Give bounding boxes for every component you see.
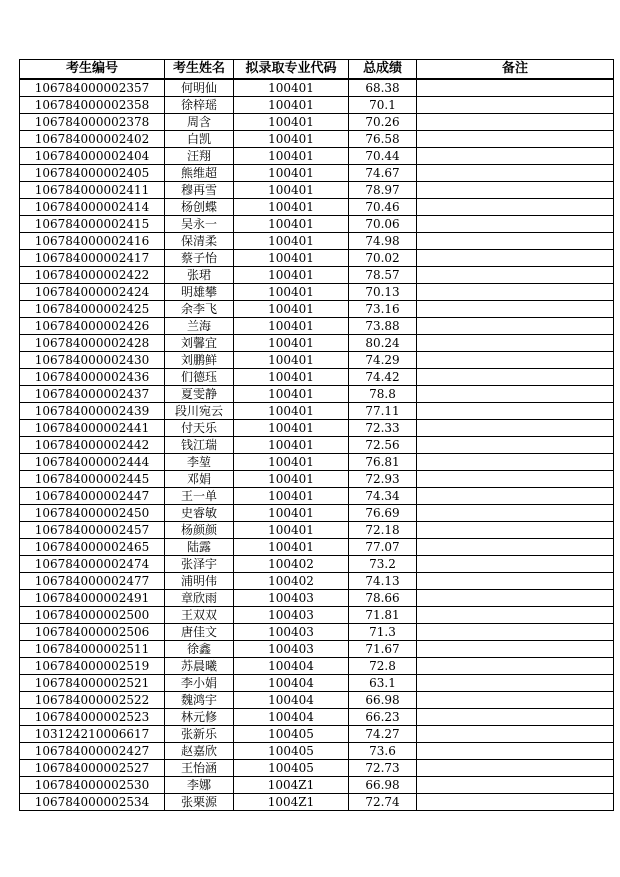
cell-candidate-name: 张珺 [165, 267, 234, 284]
cell-total-score: 73.88 [349, 318, 417, 335]
cell-total-score: 77.11 [349, 403, 417, 420]
cell-total-score: 78.66 [349, 590, 417, 607]
cell-candidate-id: 106784000002415 [20, 216, 165, 233]
cell-major-code: 100401 [234, 488, 349, 505]
cell-candidate-id: 106784000002426 [20, 318, 165, 335]
cell-remarks [417, 233, 614, 250]
cell-major-code: 100401 [234, 148, 349, 165]
cell-total-score: 74.98 [349, 233, 417, 250]
cell-remarks [417, 607, 614, 624]
cell-total-score: 74.67 [349, 165, 417, 182]
cell-candidate-name: 余李飞 [165, 301, 234, 318]
cell-candidate-id: 106784000002474 [20, 556, 165, 573]
cell-candidate-name: 王一单 [165, 488, 234, 505]
cell-remarks [417, 386, 614, 403]
cell-remarks [417, 114, 614, 131]
cell-major-code: 100402 [234, 573, 349, 590]
table-body [20, 79, 614, 811]
table-row [20, 369, 614, 386]
cell-candidate-id: 106784000002500 [20, 607, 165, 624]
table-row [20, 539, 614, 556]
cell-remarks [417, 301, 614, 318]
table-row [20, 233, 614, 250]
table-row [20, 624, 614, 641]
cell-remarks [417, 777, 614, 794]
cell-total-score: 74.27 [349, 726, 417, 743]
cell-candidate-id: 106784000002358 [20, 97, 165, 114]
cell-major-code: 100401 [234, 301, 349, 318]
table-row [20, 79, 614, 97]
header-candidate-name: 考生姓名 [165, 60, 234, 80]
cell-major-code: 100401 [234, 182, 349, 199]
table-row [20, 488, 614, 505]
cell-total-score: 68.38 [349, 79, 417, 97]
cell-major-code: 100401 [234, 505, 349, 522]
table-row [20, 437, 614, 454]
table-row [20, 403, 614, 420]
cell-candidate-name: 刘馨宜 [165, 335, 234, 352]
cell-candidate-id: 106784000002445 [20, 471, 165, 488]
cell-total-score: 70.1 [349, 97, 417, 114]
cell-candidate-name: 史睿敏 [165, 505, 234, 522]
cell-remarks [417, 522, 614, 539]
cell-remarks [417, 658, 614, 675]
cell-candidate-id: 106784000002357 [20, 79, 165, 97]
cell-candidate-id: 106784000002477 [20, 573, 165, 590]
cell-total-score: 76.58 [349, 131, 417, 148]
cell-major-code: 100401 [234, 114, 349, 131]
cell-remarks [417, 454, 614, 471]
cell-total-score: 77.07 [349, 539, 417, 556]
cell-remarks [417, 335, 614, 352]
cell-total-score: 71.67 [349, 641, 417, 658]
cell-candidate-id: 106784000002519 [20, 658, 165, 675]
cell-remarks [417, 369, 614, 386]
cell-major-code: 100401 [234, 79, 349, 97]
cell-total-score: 78.57 [349, 267, 417, 284]
cell-remarks [417, 539, 614, 556]
cell-major-code: 100403 [234, 607, 349, 624]
cell-candidate-name: 邓娟 [165, 471, 234, 488]
cell-candidate-id: 106784000002441 [20, 420, 165, 437]
cell-remarks [417, 794, 614, 811]
cell-candidate-id: 106784000002442 [20, 437, 165, 454]
cell-total-score: 72.56 [349, 437, 417, 454]
cell-candidate-id: 106784000002437 [20, 386, 165, 403]
cell-major-code: 100404 [234, 658, 349, 675]
cell-remarks [417, 267, 614, 284]
cell-total-score: 66.23 [349, 709, 417, 726]
table-row [20, 471, 614, 488]
table-row [20, 267, 614, 284]
table-row [20, 607, 614, 624]
admission-table [19, 59, 614, 811]
cell-candidate-id: 106784000002523 [20, 709, 165, 726]
cell-remarks [417, 284, 614, 301]
cell-candidate-id: 106784000002402 [20, 131, 165, 148]
cell-major-code: 100405 [234, 726, 349, 743]
cell-candidate-id: 106784000002511 [20, 641, 165, 658]
table-row [20, 386, 614, 403]
cell-candidate-name: 王怡涵 [165, 760, 234, 777]
cell-remarks [417, 760, 614, 777]
cell-total-score: 72.18 [349, 522, 417, 539]
cell-candidate-id: 106784000002416 [20, 233, 165, 250]
cell-major-code: 100401 [234, 97, 349, 114]
table-row [20, 743, 614, 760]
cell-major-code: 100401 [234, 437, 349, 454]
cell-candidate-name: 李小娟 [165, 675, 234, 692]
cell-candidate-id: 106784000002530 [20, 777, 165, 794]
cell-candidate-id: 106784000002506 [20, 624, 165, 641]
cell-candidate-name: 张栗源 [165, 794, 234, 811]
cell-candidate-id: 106784000002522 [20, 692, 165, 709]
cell-remarks [417, 505, 614, 522]
cell-candidate-id: 106784000002444 [20, 454, 165, 471]
cell-candidate-name: 明雄攀 [165, 284, 234, 301]
cell-major-code: 1004Z1 [234, 777, 349, 794]
cell-total-score: 70.02 [349, 250, 417, 267]
cell-candidate-name: 刘鹏鲜 [165, 352, 234, 369]
cell-total-score: 72.74 [349, 794, 417, 811]
table-row [20, 131, 614, 148]
cell-candidate-name: 吴永一 [165, 216, 234, 233]
cell-remarks [417, 182, 614, 199]
cell-total-score: 72.8 [349, 658, 417, 675]
cell-major-code: 100401 [234, 352, 349, 369]
cell-candidate-name: 付天乐 [165, 420, 234, 437]
cell-total-score: 71.81 [349, 607, 417, 624]
cell-total-score: 78.8 [349, 386, 417, 403]
cell-total-score: 70.44 [349, 148, 417, 165]
header-candidate-id: 考生编号 [20, 60, 165, 80]
table-row [20, 777, 614, 794]
table-row [20, 301, 614, 318]
cell-major-code: 100403 [234, 641, 349, 658]
cell-total-score: 78.97 [349, 182, 417, 199]
table-row [20, 522, 614, 539]
cell-remarks [417, 199, 614, 216]
cell-candidate-id: 106784000002527 [20, 760, 165, 777]
cell-candidate-id: 103124210006617 [20, 726, 165, 743]
cell-candidate-name: 王双双 [165, 607, 234, 624]
cell-candidate-name: 兰海 [165, 318, 234, 335]
cell-major-code: 100401 [234, 403, 349, 420]
table-row [20, 573, 614, 590]
cell-remarks [417, 573, 614, 590]
cell-candidate-name: 钱江瑞 [165, 437, 234, 454]
cell-total-score: 74.29 [349, 352, 417, 369]
cell-candidate-name: 夏雯静 [165, 386, 234, 403]
cell-remarks [417, 471, 614, 488]
cell-major-code: 100403 [234, 624, 349, 641]
cell-total-score: 73.16 [349, 301, 417, 318]
cell-total-score: 70.26 [349, 114, 417, 131]
table-row [20, 726, 614, 743]
cell-remarks [417, 403, 614, 420]
cell-major-code: 100401 [234, 165, 349, 182]
cell-candidate-id: 106784000002436 [20, 369, 165, 386]
cell-candidate-id: 106784000002404 [20, 148, 165, 165]
cell-remarks [417, 437, 614, 454]
cell-total-score: 63.1 [349, 675, 417, 692]
cell-candidate-id: 106784000002457 [20, 522, 165, 539]
cell-candidate-name: 张新乐 [165, 726, 234, 743]
cell-major-code: 100401 [234, 335, 349, 352]
cell-candidate-id: 106784000002405 [20, 165, 165, 182]
cell-total-score: 80.24 [349, 335, 417, 352]
cell-total-score: 73.2 [349, 556, 417, 573]
cell-major-code: 100401 [234, 318, 349, 335]
cell-candidate-name: 周含 [165, 114, 234, 131]
table-row [20, 692, 614, 709]
cell-remarks [417, 641, 614, 658]
cell-candidate-name: 保清柔 [165, 233, 234, 250]
header-major-code: 拟录取专业代码 [234, 60, 349, 80]
cell-remarks [417, 726, 614, 743]
cell-candidate-name: 白凯 [165, 131, 234, 148]
cell-total-score: 66.98 [349, 692, 417, 709]
cell-remarks [417, 420, 614, 437]
cell-remarks [417, 692, 614, 709]
cell-major-code: 100404 [234, 692, 349, 709]
table-row [20, 182, 614, 199]
cell-major-code: 1004Z1 [234, 794, 349, 811]
cell-candidate-name: 段川宛云 [165, 403, 234, 420]
cell-major-code: 100401 [234, 267, 349, 284]
cell-candidate-name: 穆再雪 [165, 182, 234, 199]
table-row [20, 165, 614, 182]
cell-total-score: 76.81 [349, 454, 417, 471]
cell-candidate-id: 106784000002465 [20, 539, 165, 556]
cell-major-code: 100405 [234, 743, 349, 760]
cell-candidate-name: 张泽宇 [165, 556, 234, 573]
cell-candidate-id: 106784000002411 [20, 182, 165, 199]
cell-candidate-name: 浦明伟 [165, 573, 234, 590]
table-row [20, 709, 614, 726]
cell-candidate-id: 106784000002430 [20, 352, 165, 369]
cell-total-score: 71.3 [349, 624, 417, 641]
cell-major-code: 100401 [234, 386, 349, 403]
table-row [20, 641, 614, 658]
cell-major-code: 100401 [234, 250, 349, 267]
table-row [20, 590, 614, 607]
cell-candidate-id: 106784000002427 [20, 743, 165, 760]
cell-total-score: 73.6 [349, 743, 417, 760]
cell-remarks [417, 318, 614, 335]
table-row [20, 114, 614, 131]
cell-remarks [417, 675, 614, 692]
table-row [20, 556, 614, 573]
cell-major-code: 100401 [234, 216, 349, 233]
cell-major-code: 100404 [234, 709, 349, 726]
cell-major-code: 100402 [234, 556, 349, 573]
cell-major-code: 100401 [234, 284, 349, 301]
cell-total-score: 72.93 [349, 471, 417, 488]
cell-major-code: 100401 [234, 420, 349, 437]
cell-candidate-name: 赵嘉欣 [165, 743, 234, 760]
cell-major-code: 100401 [234, 369, 349, 386]
cell-major-code: 100401 [234, 454, 349, 471]
cell-remarks [417, 590, 614, 607]
cell-total-score: 76.69 [349, 505, 417, 522]
cell-candidate-id: 106784000002521 [20, 675, 165, 692]
cell-candidate-name: 唐佳文 [165, 624, 234, 641]
cell-candidate-id: 106784000002450 [20, 505, 165, 522]
cell-candidate-name: 林元修 [165, 709, 234, 726]
cell-major-code: 100405 [234, 760, 349, 777]
cell-total-score: 70.13 [349, 284, 417, 301]
cell-major-code: 100401 [234, 233, 349, 250]
cell-candidate-id: 106784000002414 [20, 199, 165, 216]
cell-remarks [417, 709, 614, 726]
cell-total-score: 70.06 [349, 216, 417, 233]
cell-remarks [417, 97, 614, 114]
cell-remarks [417, 131, 614, 148]
cell-major-code: 100401 [234, 522, 349, 539]
cell-candidate-name: 熊维超 [165, 165, 234, 182]
table-row [20, 675, 614, 692]
cell-candidate-id: 106784000002491 [20, 590, 165, 607]
cell-candidate-name: 李堃 [165, 454, 234, 471]
cell-candidate-name: 徐鑫 [165, 641, 234, 658]
cell-candidate-name: 汪翔 [165, 148, 234, 165]
cell-candidate-id: 106784000002534 [20, 794, 165, 811]
cell-candidate-name: 何明仙 [165, 79, 234, 97]
header-row [20, 60, 614, 80]
cell-candidate-id: 106784000002378 [20, 114, 165, 131]
cell-total-score: 72.33 [349, 420, 417, 437]
cell-major-code: 100403 [234, 590, 349, 607]
cell-candidate-name: 蔡子怡 [165, 250, 234, 267]
table-row [20, 199, 614, 216]
table-row [20, 97, 614, 114]
header-total-score: 总成绩 [349, 60, 417, 80]
table-row [20, 794, 614, 811]
cell-candidate-id: 106784000002425 [20, 301, 165, 318]
cell-remarks [417, 148, 614, 165]
cell-remarks [417, 556, 614, 573]
cell-major-code: 100401 [234, 471, 349, 488]
cell-candidate-name: 苏晨曦 [165, 658, 234, 675]
cell-remarks [417, 743, 614, 760]
cell-candidate-name: 徐梓瑶 [165, 97, 234, 114]
cell-candidate-name: 魏鸿宇 [165, 692, 234, 709]
table-row [20, 505, 614, 522]
cell-total-score: 72.73 [349, 760, 417, 777]
cell-candidate-id: 106784000002417 [20, 250, 165, 267]
cell-candidate-name: 杨创蝶 [165, 199, 234, 216]
cell-remarks [417, 624, 614, 641]
cell-remarks [417, 216, 614, 233]
cell-total-score: 74.13 [349, 573, 417, 590]
cell-major-code: 100404 [234, 675, 349, 692]
table-row [20, 318, 614, 335]
table-row [20, 148, 614, 165]
table-row [20, 420, 614, 437]
cell-candidate-id: 106784000002439 [20, 403, 165, 420]
cell-major-code: 100401 [234, 199, 349, 216]
cell-candidate-id: 106784000002424 [20, 284, 165, 301]
cell-remarks [417, 352, 614, 369]
table-row [20, 335, 614, 352]
table-row [20, 216, 614, 233]
cell-total-score: 70.46 [349, 199, 417, 216]
table-row [20, 658, 614, 675]
table-row [20, 760, 614, 777]
cell-total-score: 74.42 [349, 369, 417, 386]
cell-remarks [417, 79, 614, 97]
cell-candidate-name: 李娜 [165, 777, 234, 794]
cell-major-code: 100401 [234, 131, 349, 148]
header-remarks: 备注 [417, 60, 614, 80]
table-row [20, 454, 614, 471]
cell-major-code: 100401 [234, 539, 349, 556]
cell-candidate-name: 们德珏 [165, 369, 234, 386]
cell-candidate-name: 章欣雨 [165, 590, 234, 607]
cell-candidate-id: 106784000002447 [20, 488, 165, 505]
cell-total-score: 66.98 [349, 777, 417, 794]
cell-remarks [417, 165, 614, 182]
cell-total-score: 74.34 [349, 488, 417, 505]
table-row [20, 250, 614, 267]
cell-remarks [417, 250, 614, 267]
cell-candidate-id: 106784000002428 [20, 335, 165, 352]
cell-candidate-id: 106784000002422 [20, 267, 165, 284]
cell-candidate-name: 陆露 [165, 539, 234, 556]
cell-candidate-name: 杨颜颜 [165, 522, 234, 539]
table-row [20, 284, 614, 301]
cell-remarks [417, 488, 614, 505]
table-row [20, 352, 614, 369]
